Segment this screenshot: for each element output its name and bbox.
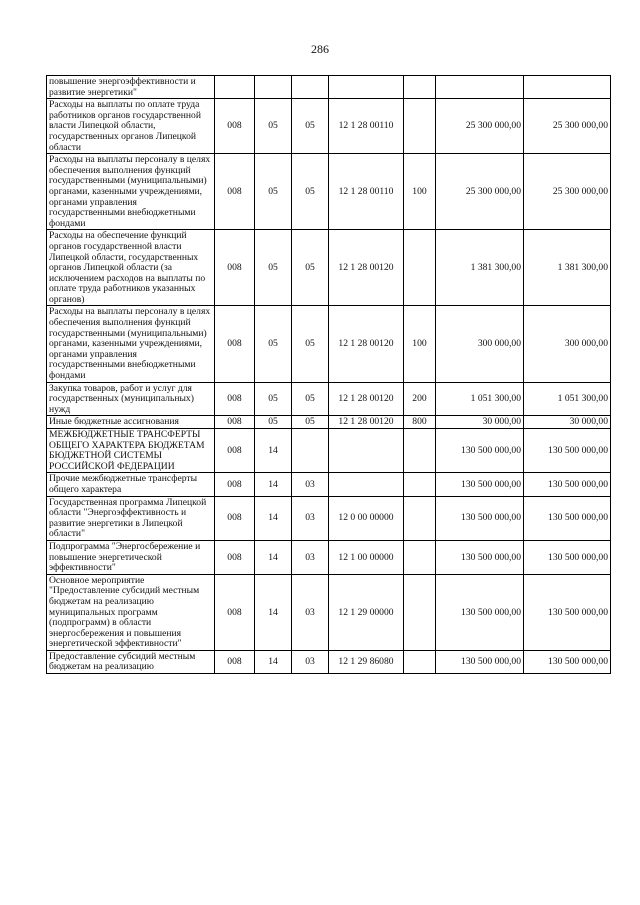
- cell-subsection: [292, 76, 329, 99]
- cell-section: 05: [255, 230, 292, 306]
- cell-admin-code: 008: [215, 650, 255, 673]
- table-row: [47, 230, 611, 306]
- cell-expense-type: 800: [404, 416, 436, 429]
- cell-expense-type: [404, 429, 436, 473]
- cell-target-article: 12 1 28 00120: [329, 382, 404, 416]
- cell-section: [255, 76, 292, 99]
- cell-admin-code: 008: [215, 574, 255, 650]
- table-row: [47, 429, 611, 473]
- cell-sum-1: 130 500 000,00: [436, 650, 524, 673]
- cell-sum-1: 130 500 000,00: [436, 540, 524, 574]
- cell-section: 14: [255, 540, 292, 574]
- cell-expense-type: [404, 650, 436, 673]
- cell-expense-type: 100: [404, 306, 436, 382]
- cell-admin-code: 008: [215, 416, 255, 429]
- table-row: [47, 382, 611, 416]
- cell-admin-code: 008: [215, 473, 255, 496]
- cell-sum-2: [524, 76, 611, 99]
- cell-sum-2: 1 381 300,00: [524, 230, 611, 306]
- cell-name: Расходы на выплаты персоналу в целях обеспечения выполнения функций государственными (муниципальными) органами, казенными учреждениями, органами управления государственными внебюджетными фондами: [47, 154, 215, 230]
- cell-name: Расходы на выплаты по оплате труда работников органов государственной власти Липецкой области, государственных органов Липецкой области: [47, 99, 215, 154]
- cell-subsection: 05: [292, 99, 329, 154]
- cell-target-article: [329, 429, 404, 473]
- cell-expense-type: [404, 496, 436, 540]
- cell-target-article: 12 1 00 00000: [329, 540, 404, 574]
- cell-name: МЕЖБЮДЖЕТНЫЕ ТРАНСФЕРТЫ ОБЩЕГО ХАРАКТЕРА БЮДЖЕТАМ БЮДЖЕТНОЙ СИСТЕМЫ РОССИЙСКОЙ ФЕДЕРАЦИИ: [47, 429, 215, 473]
- cell-section: 05: [255, 416, 292, 429]
- cell-sum-2: 130 500 000,00: [524, 574, 611, 650]
- table-row: [47, 306, 611, 382]
- table-row: [47, 473, 611, 496]
- cell-name: повышение энергоэффективности и развитие энергетики": [47, 76, 215, 99]
- cell-section: 14: [255, 473, 292, 496]
- cell-section: 05: [255, 154, 292, 230]
- cell-section: 14: [255, 650, 292, 673]
- cell-section: 14: [255, 496, 292, 540]
- cell-sum-2: 25 300 000,00: [524, 154, 611, 230]
- cell-expense-type: 200: [404, 382, 436, 416]
- cell-name: Закупка товаров, работ и услуг для государственных (муниципальных) нужд: [47, 382, 215, 416]
- cell-sum-1: 25 300 000,00: [436, 99, 524, 154]
- cell-section: 14: [255, 574, 292, 650]
- cell-name: Предоставление субсидий местным бюджетам на реализацию: [47, 650, 215, 673]
- cell-subsection: 03: [292, 496, 329, 540]
- cell-sum-1: 130 500 000,00: [436, 473, 524, 496]
- cell-name: Подпрограмма "Энергосбережение и повышение энергетической эффективности": [47, 540, 215, 574]
- table-row: [47, 99, 611, 154]
- table-row: [47, 496, 611, 540]
- cell-sum-2: 130 500 000,00: [524, 540, 611, 574]
- cell-sum-2: 130 500 000,00: [524, 473, 611, 496]
- cell-expense-type: 100: [404, 154, 436, 230]
- cell-subsection: 05: [292, 382, 329, 416]
- cell-expense-type: [404, 76, 436, 99]
- table-row: [47, 76, 611, 99]
- cell-sum-1: 300 000,00: [436, 306, 524, 382]
- cell-target-article: 12 1 28 00120: [329, 230, 404, 306]
- cell-target-article: [329, 473, 404, 496]
- cell-target-article: 12 0 00 00000: [329, 496, 404, 540]
- cell-section: 05: [255, 306, 292, 382]
- cell-expense-type: [404, 540, 436, 574]
- cell-section: 05: [255, 99, 292, 154]
- cell-admin-code: 008: [215, 154, 255, 230]
- cell-name: Расходы на обеспечение функций органов государственной власти Липецкой области, государственных органов Липецкой области (за исключением расходов на выплаты по оплате труда работников указанных органов): [47, 230, 215, 306]
- cell-sum-2: 130 500 000,00: [524, 496, 611, 540]
- cell-name: Прочие межбюджетные трансферты общего характера: [47, 473, 215, 496]
- table-row: [47, 574, 611, 650]
- budget-table-body: [47, 76, 611, 674]
- cell-subsection: 05: [292, 154, 329, 230]
- cell-target-article: 12 1 29 00000: [329, 574, 404, 650]
- cell-admin-code: [215, 76, 255, 99]
- cell-admin-code: 008: [215, 496, 255, 540]
- cell-sum-1: 1 381 300,00: [436, 230, 524, 306]
- cell-admin-code: 008: [215, 540, 255, 574]
- cell-target-article: [329, 76, 404, 99]
- cell-name: Основное мероприятие "Предоставление субсидий местным бюджетам на реализацию муниципальных программ (подпрограмм) в области энергосбережения и повышения энергетической эффективности": [47, 574, 215, 650]
- cell-target-article: 12 1 28 00110: [329, 154, 404, 230]
- cell-section: 05: [255, 382, 292, 416]
- cell-sum-1: 30 000,00: [436, 416, 524, 429]
- cell-sum-2: 130 500 000,00: [524, 429, 611, 473]
- cell-sum-2: 25 300 000,00: [524, 99, 611, 154]
- cell-sum-1: 25 300 000,00: [436, 154, 524, 230]
- cell-expense-type: [404, 473, 436, 496]
- cell-name: Государственная программа Липецкой области "Энергоэффективность и развитие энергетики в Липецкой области": [47, 496, 215, 540]
- cell-target-article: 12 1 28 00110: [329, 99, 404, 154]
- cell-subsection: 03: [292, 473, 329, 496]
- cell-target-article: 12 1 28 00120: [329, 416, 404, 429]
- cell-target-article: 12 1 28 00120: [329, 306, 404, 382]
- cell-subsection: 05: [292, 230, 329, 306]
- cell-sum-2: 130 500 000,00: [524, 650, 611, 673]
- cell-expense-type: [404, 574, 436, 650]
- cell-sum-1: 130 500 000,00: [436, 429, 524, 473]
- cell-expense-type: [404, 99, 436, 154]
- cell-subsection: 05: [292, 416, 329, 429]
- cell-subsection: 03: [292, 574, 329, 650]
- cell-name: Иные бюджетные ассигнования: [47, 416, 215, 429]
- table-row: [47, 540, 611, 574]
- cell-sum-1: 130 500 000,00: [436, 496, 524, 540]
- cell-subsection: 03: [292, 650, 329, 673]
- cell-target-article: 12 1 29 86080: [329, 650, 404, 673]
- cell-admin-code: 008: [215, 99, 255, 154]
- cell-admin-code: 008: [215, 382, 255, 416]
- cell-sum-1: [436, 76, 524, 99]
- cell-sum-1: 1 051 300,00: [436, 382, 524, 416]
- page-number: 286: [311, 42, 329, 56]
- cell-subsection: 05: [292, 306, 329, 382]
- cell-section: 14: [255, 429, 292, 473]
- cell-sum-2: 300 000,00: [524, 306, 611, 382]
- cell-admin-code: 008: [215, 230, 255, 306]
- cell-subsection: [292, 429, 329, 473]
- cell-sum-2: 1 051 300,00: [524, 382, 611, 416]
- cell-admin-code: 008: [215, 429, 255, 473]
- table-row: [47, 650, 611, 673]
- cell-sum-2: 30 000,00: [524, 416, 611, 429]
- table-row: [47, 416, 611, 429]
- cell-name: Расходы на выплаты персоналу в целях обеспечения выполнения функций государственными (муниципальными) органами, казенными учреждениями, органами управления государственными внебюджетными фондами: [47, 306, 215, 382]
- cell-subsection: 03: [292, 540, 329, 574]
- cell-admin-code: 008: [215, 306, 255, 382]
- cell-expense-type: [404, 230, 436, 306]
- budget-table: [46, 75, 611, 674]
- cell-sum-1: 130 500 000,00: [436, 574, 524, 650]
- table-row: [47, 154, 611, 230]
